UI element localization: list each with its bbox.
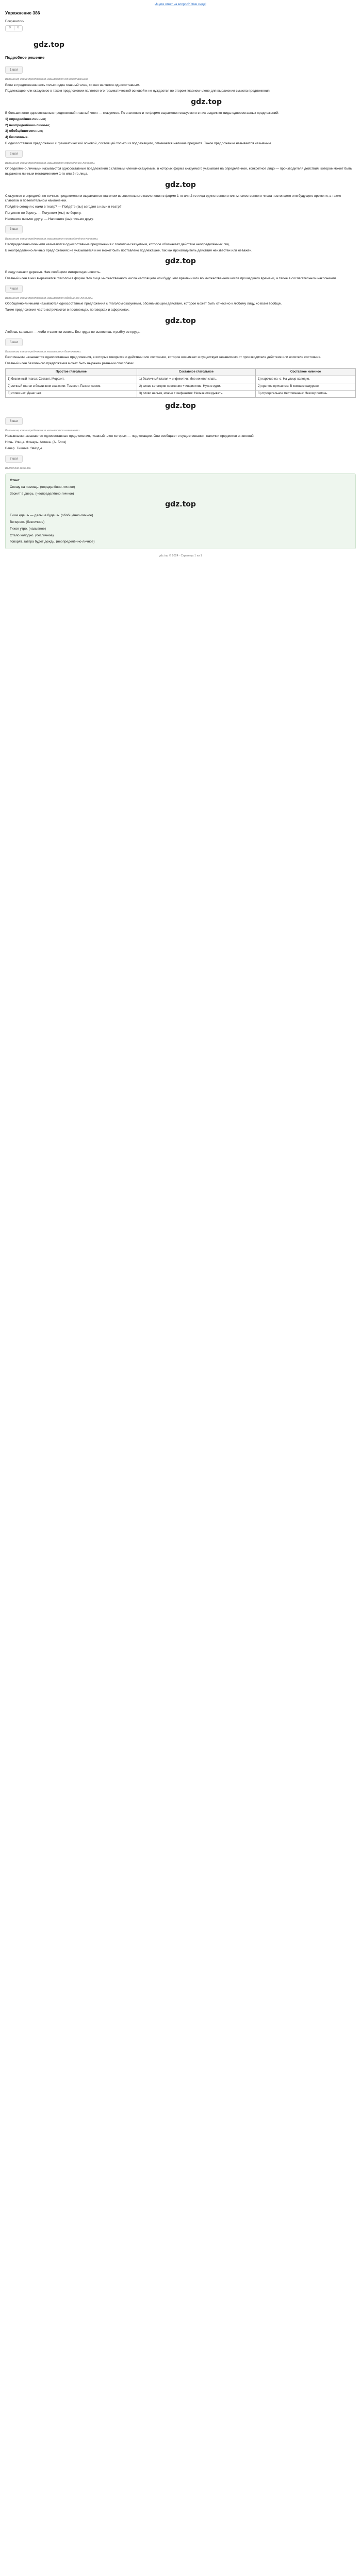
solution-title: Подробное решение [5, 55, 45, 60]
step-card: 3 шаг [5, 225, 23, 233]
step-card: 7 шаг [5, 455, 23, 463]
answer-item: Говорят, завтра будет дождь. (неопределённо-личное) [10, 540, 95, 544]
type-item: 3) обобщённо-личные; [5, 129, 43, 133]
predicate-table [5, 368, 356, 398]
note: Вспомним, какие предложения называются назывными. [5, 429, 80, 433]
step-card: 2 шаг [5, 150, 23, 158]
step-card: 1 шаг [5, 66, 23, 74]
answer-item: Тише едешь — дальше будешь. (обобщённо-личное) [10, 514, 93, 518]
note: Выполним задание. [5, 466, 31, 470]
paragraph: Определённо-личными называются односоставные предложения с главным членом-сказуемым, в которых форма сказуемого указывает на определённое, конкретное лицо — производителя действия, которое может быть выражено личным местоимением 1-го или 2-го лица. [5, 167, 352, 176]
type-item: 2) неопределённо-личные; [5, 123, 51, 127]
watermark: gdz.top [191, 98, 222, 107]
page [0, 0, 361, 563]
watermark: gdz.top [165, 316, 196, 325]
paragraph: Неопределённо-личными называются односоставные предложения с глаголом-сказуемым, которое обозначает действие неопределённых лиц. [5, 242, 231, 246]
note: Вспомним, какие предложения называются безличными. [5, 350, 81, 353]
paragraph: Главный член в них выражается глаголом в форме 3-го лица множественного числа настоящего или будущего времени или во множественном числе прошедшего времени, а также в сослагательном наклонении. [5, 277, 337, 281]
answer-item: Стало холодно. (безличное) [10, 533, 54, 537]
note: Вспомним, какие предложения называются определённо-личными. [5, 161, 95, 165]
type-item: 4) безличные. [5, 135, 29, 140]
paragraph: Обобщённо-личными называются односоставные предложения с глаголом-сказуемым, обозначающим действие, которое может быть отнесено к любому лицу, ко всем вообще. [5, 302, 282, 306]
table-header: Простое глагольное [6, 368, 137, 376]
example: Вечер. Тишина. Звёзды. [5, 446, 43, 450]
page-title: Упражнение 386 [5, 10, 40, 15]
table-cell: 2) слово категории состояния + инфинитив: Нужно идти. [137, 383, 255, 390]
like-box [5, 25, 23, 31]
like-button[interactable]: 0 [9, 26, 11, 30]
step-card: 4 шаг [5, 285, 23, 293]
answer-item: Звонят в дверь. (неопределённо-личное) [10, 492, 74, 496]
table-cell: 1) безличный глагол + инфинитив: Мне хочется спать. [137, 376, 255, 383]
answer-item: Вечереет. (безличное) [10, 520, 45, 524]
paragraph: Назывными называются односоставные предложения, главный член которых — подлежащее. Они сообщают о существовании, наличии предметов и явлений. [5, 434, 255, 438]
watermark: gdz.top [34, 40, 64, 49]
table-cell: 3) отрицательное местоимение: Некому помочь. [256, 390, 356, 397]
table-cell: 3) слово нет: Денег нет. [6, 390, 137, 397]
answer-box [5, 473, 356, 549]
table-cell: 1) наречие на -о: На улице холодно. [256, 376, 356, 383]
paragraph: В односоставном предложении с грамматической основой, состоящей только из подлежащего, отмечается наличие предмета. Такое предложение называется назывным. [5, 141, 272, 145]
table-cell: 1) безличный глагол: Светает. Морозит. [6, 376, 137, 383]
paragraph: Сказуемое в определённо-личных предложениях выражается глаголом изъявительного наклонения в форме 1-го или 2-го лица единственного или множественного числа настоящего или будущего времени, а также глаголом в повелительном наклонении. [5, 194, 341, 203]
top-link[interactable] [5, 3, 356, 7]
answer-item: Спешу на помощь. (определённо-личное) [10, 485, 75, 489]
type-item: 1) определённо-личные; [5, 117, 46, 121]
example: В саду сажают деревья. Нам сообщили интересную новость. [5, 270, 101, 275]
table-cell: 2) личный глагол в безличном значении: Темнеет. Пахнет сеном. [6, 383, 137, 390]
watermark: gdz.top [165, 401, 196, 410]
paragraph: Безличными называются односоставные предложения, в которых говорится о действии или состоянии, которое возникает и существует независимо от производителя действия или носителя состояния. [5, 355, 321, 360]
table-cell: 2) краткое причастие: В комнате накурено. [256, 383, 356, 390]
answer-title: Ответ [10, 479, 20, 483]
example: Напишите письмо другу. — Напишите (вы) письмо другу. [5, 217, 94, 221]
paragraph: Подлежащее или сказуемое в таком предложении является его грамматической основой и не нуждается во втором главном члене для выражения смысла предложения. [5, 89, 271, 93]
step-card: 6 шаг [5, 417, 23, 425]
paragraph: Если в предложении есть только один главный член, то оно является односоставным. [5, 83, 140, 87]
note: Вспомним, какие предложения называются неопределённо-личными. [5, 237, 99, 241]
step-card: 5 шаг [5, 338, 23, 346]
paragraph: Главный член безличного предложения может быть выражен разными способами: [5, 361, 135, 365]
example: Погуляем по берегу. — Погуляем (мы) по берегу. [5, 211, 81, 215]
top-link-anchor[interactable]: Ищете ответ на вопрос? Жми сюда! [155, 3, 206, 6]
watermark: gdz.top [165, 500, 196, 509]
watermark: gdz.top [165, 180, 196, 189]
example: Ночь. Улица. Фонарь. Аптека. (А. Блок) [5, 440, 67, 445]
paragraph: В большинстве односоставных предложений главный член — сказуемое. По значению и по форме выражения сказуемого в них выделяют виды односоставных предложений: [5, 111, 279, 115]
example: Пойдёте сегодня с нами в театр? — Пойдёте (вы) сегодня с нами в театр? [5, 205, 122, 209]
table-row [6, 383, 356, 390]
likes-label: Понравилось [5, 20, 25, 23]
table-row [6, 390, 356, 397]
table-header: Составное глагольное [137, 368, 255, 376]
paragraph: В неопределённо-личных предложениях не указывается и не может быть поставлено подлежащее, так как производитель действия неизвестен или неважен. [5, 248, 252, 252]
footer: gdz.top © 2024 · Страница 1 из 1 [159, 554, 202, 558]
dislike-button[interactable]: 0 [14, 26, 22, 30]
table-cell: 3) слово нельзя, можно + инфинитив: Нельзя опаздывать. [137, 390, 255, 397]
watermark: gdz.top [165, 257, 196, 266]
table-header: Составное именное [256, 368, 356, 376]
answer-item: Тихое утро. (назывное) [10, 527, 46, 531]
paragraph: Такие предложения часто встречаются в пословицах, поговорках и афоризмах. [5, 308, 129, 312]
table-row [6, 376, 356, 383]
note: Вспомним, какие предложения называются односоставными. [5, 78, 89, 81]
note: Вспомним, какие предложения называются обобщённо-личными. [5, 297, 93, 300]
example: Любишь кататься — люби и саночки возить. Без труда не выловишь и рыбку из пруда. [5, 330, 140, 334]
